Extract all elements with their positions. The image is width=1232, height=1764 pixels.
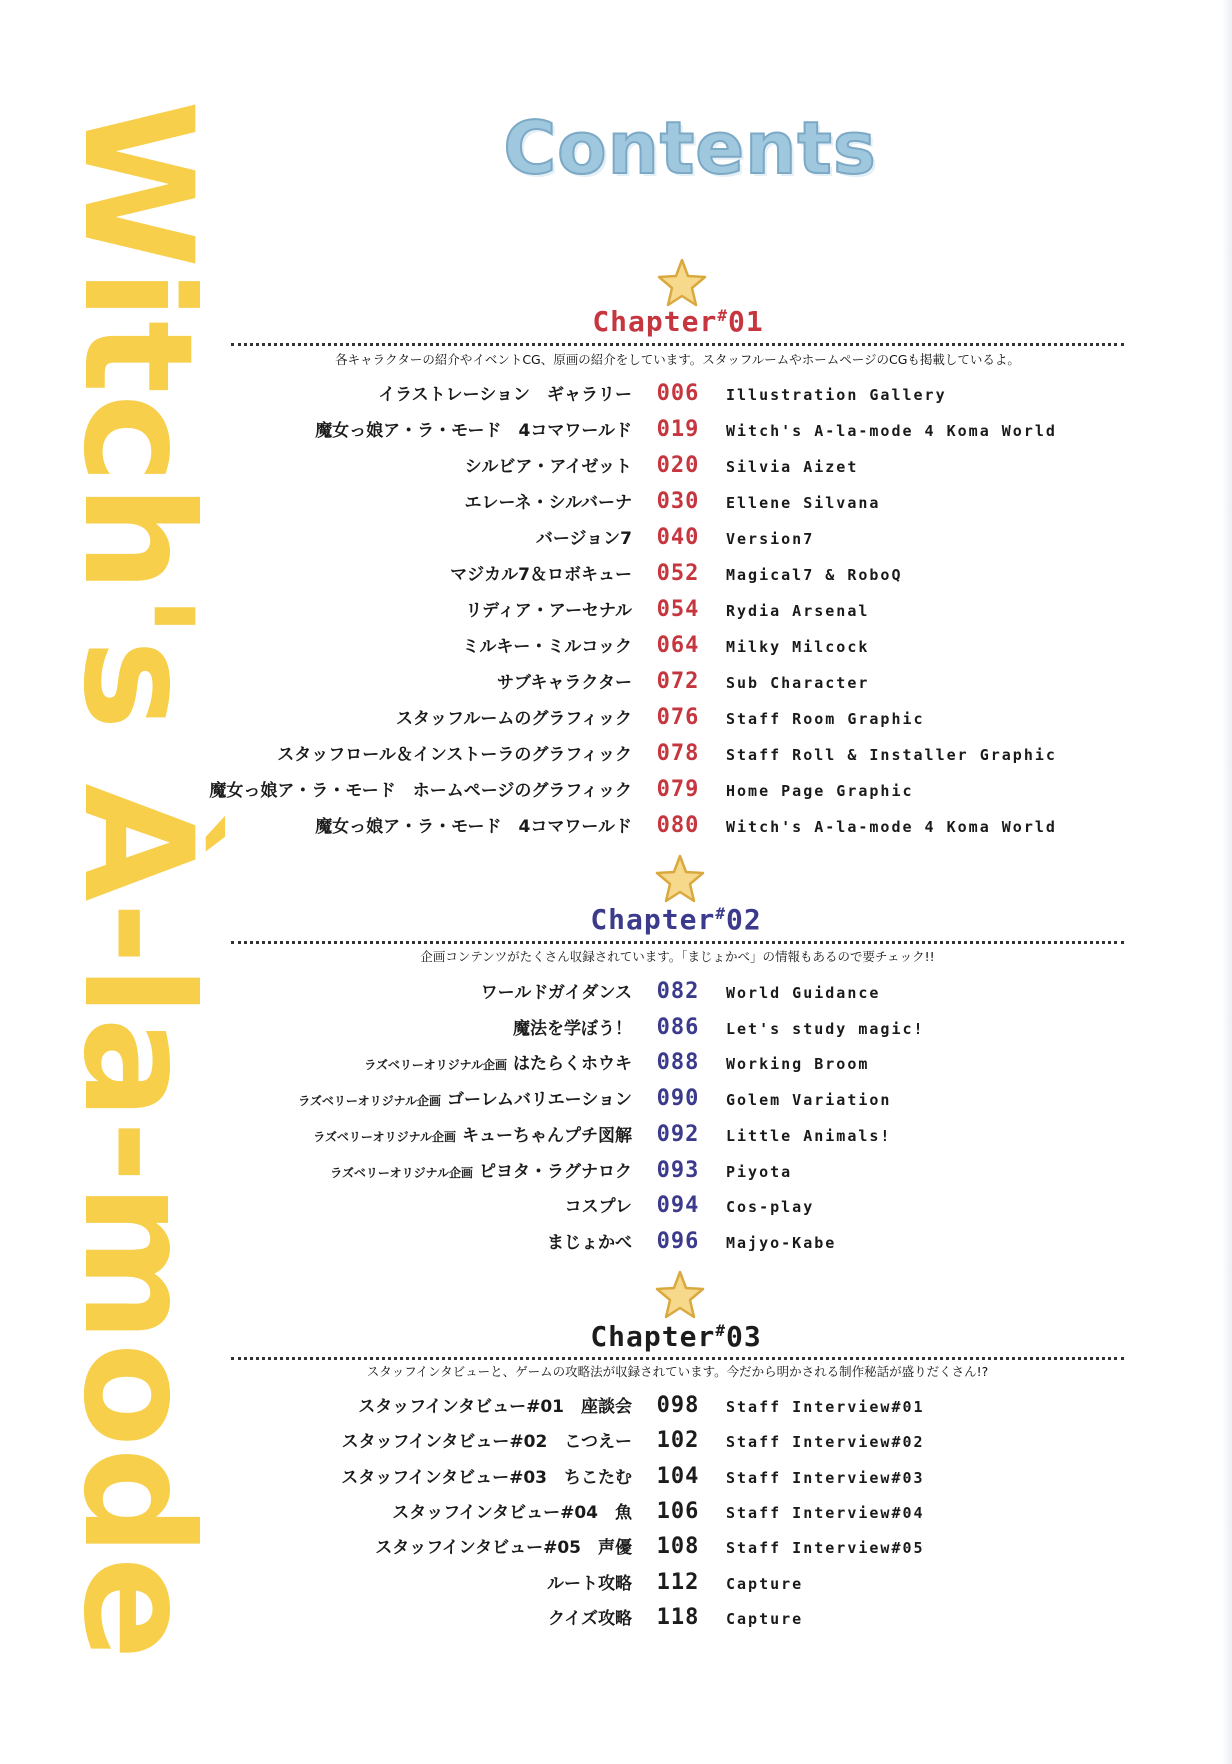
entry-title-en: Sub Character — [726, 674, 870, 692]
entry-title-en: Ellene Silvana — [726, 494, 881, 512]
entry-title-jp — [392, 1501, 632, 1525]
entry-title-en: Magical7 & RoboQ — [726, 566, 903, 584]
chapter-1-description: 各キャラクターの紹介やイベントCG、原画の紹介をしています。スタッフルームやホームページのCGも掲載しているよ。 — [335, 352, 1020, 367]
toc-entry — [0, 1193, 1232, 1223]
toc-entry — [0, 1464, 1232, 1494]
entry-title-en: World Guidance — [726, 984, 881, 1002]
entry-title-text: 魔女っ娘ア・ラ・モード 4コマワールド — [315, 421, 632, 441]
entry-title-jp — [565, 1195, 632, 1219]
page-number: 092 — [656, 1121, 700, 1147]
entry-title-en: Capture — [726, 1574, 804, 1593]
entry-title-jp — [497, 671, 632, 695]
toc-entry — [0, 489, 1232, 519]
entry-title-jp — [396, 707, 632, 731]
entry-title-text: スタッフインタビュー#01 座談会 — [358, 1397, 632, 1417]
toc-entry — [0, 1015, 1232, 1045]
page-number: 093 — [656, 1157, 700, 1183]
toc-entry — [0, 417, 1232, 447]
chapter-2-description: 企画コンテンツがたくさん収録されています。「まじょかべ」の情報もあるので要チェック!! — [420, 949, 935, 964]
entry-title-text: 魔法を学ぼう！ — [513, 1018, 632, 1039]
entry-title-text: キューちゃんプチ図解 — [462, 1125, 632, 1146]
toc-entry — [0, 1393, 1232, 1423]
entry-title-text: シルビア・アイゼット — [464, 457, 632, 477]
page-number: 072 — [656, 669, 700, 694]
chapter-label: Chapter — [590, 903, 716, 936]
entry-title-jp — [465, 455, 632, 479]
entry-title-jp — [481, 981, 632, 1005]
entry-title-jp — [464, 491, 632, 515]
toc-entry — [0, 1570, 1232, 1600]
entry-title-jp — [315, 815, 632, 839]
entry-title-en: Witch's A-la-mode 4 Koma World — [726, 422, 1057, 440]
chapter-2-title — [526, 903, 826, 936]
page-number: 080 — [656, 813, 700, 838]
entry-title-en: Little Animals! — [726, 1126, 892, 1145]
chapter-label: Chapter — [592, 305, 718, 338]
toc-entry — [0, 525, 1232, 555]
star-icon — [655, 1270, 705, 1320]
page-number: 104 — [656, 1463, 700, 1489]
page-number: 019 — [656, 417, 700, 442]
entry-title-text: マジカル7＆ロボキュー — [450, 565, 632, 585]
entry-title-en: Silvia Aizet — [726, 458, 859, 476]
toc-entry — [0, 1050, 1232, 1080]
entry-title-jp — [364, 1052, 632, 1077]
toc-entry — [0, 1158, 1232, 1188]
chapter-1-title — [528, 305, 828, 338]
entry-title-jp — [547, 1231, 632, 1255]
entry-title-jp — [342, 1430, 632, 1454]
toc-entry — [0, 777, 1232, 807]
entry-title-en: Working Broom — [726, 1055, 870, 1074]
toc-entry — [0, 1428, 1232, 1458]
entry-title-jp — [315, 419, 632, 443]
toc-entry — [0, 1605, 1232, 1635]
page-number: 118 — [656, 1604, 700, 1630]
entry-title-en: Home Page Graphic — [726, 782, 914, 800]
entry-title-en: Staff Interview#04 — [726, 1503, 925, 1522]
entry-title-jp — [548, 1607, 632, 1631]
chapter-hash: # — [717, 306, 728, 325]
entry-title-text: スタッフインタビュー#05 声優 — [375, 1538, 632, 1559]
page-number: 006 — [656, 381, 700, 406]
entry-title-text: クイズ攻略 — [548, 1608, 632, 1629]
entry-title-text: スタッフインタビュー#03 ちこたむ — [341, 1467, 632, 1488]
entry-title-jp — [536, 527, 632, 551]
divider — [231, 343, 1124, 346]
entry-title-jp — [462, 635, 632, 659]
page-number: 098 — [656, 1393, 700, 1418]
entry-prefix: ラズベリーオリジナル企画 — [330, 1165, 473, 1180]
toc-entry — [0, 381, 1232, 411]
entry-title-jp — [547, 1572, 632, 1596]
entry-title-en: Staff Room Graphic — [726, 710, 925, 728]
toc-entry — [0, 1534, 1232, 1564]
entry-title-jp — [465, 599, 632, 623]
page-number: 112 — [656, 1569, 700, 1595]
chapter-hash: # — [715, 1321, 726, 1340]
entry-title-jp — [513, 1017, 632, 1041]
entry-title-jp — [378, 383, 632, 407]
chapter-hash: # — [715, 904, 726, 923]
entry-title-en: Witch's A-la-mode 4 Koma World — [726, 818, 1057, 836]
toc-entry — [0, 705, 1232, 735]
toc-entry — [0, 1499, 1232, 1529]
entry-title-jp — [277, 743, 632, 767]
page-number: 030 — [656, 489, 700, 514]
entry-title-en: Capture — [726, 1609, 804, 1628]
entry-title-text: ルート攻略 — [547, 1573, 632, 1594]
page-number: 064 — [656, 633, 700, 658]
entry-title-jp — [358, 1395, 632, 1419]
entry-title-en: Milky Milcock — [726, 638, 870, 656]
entry-title-text: 魔女っ娘ア・ラ・モード 4コマワールド — [315, 817, 632, 837]
vertical-title-text: Witch's À-la-mode — [50, 100, 224, 1634]
entry-title-jp — [450, 563, 632, 587]
entry-title-text: ピヨタ・ラグナロク — [479, 1161, 632, 1182]
entry-title-text: イラストレーション ギャラリー — [378, 385, 632, 405]
entry-title-text: スタッフインタビュー#02 こつえー — [341, 1432, 632, 1453]
page-number: 020 — [656, 453, 700, 478]
entry-title-text: ミルキー・ミルコック — [462, 637, 632, 657]
page-title: Contents — [503, 106, 877, 190]
entry-title-text: スタッフロール＆インストーラのグラフィック — [277, 745, 632, 765]
entry-title-text: エレーネ・シルバーナ — [464, 493, 632, 513]
entry-title-en: Piyota — [726, 1162, 793, 1181]
page-number: 086 — [656, 1014, 700, 1040]
entry-prefix: ラズベリーオリジナル企画 — [313, 1129, 456, 1144]
star-icon — [655, 854, 705, 904]
entry-title-en: Golem Variation — [726, 1091, 892, 1110]
toc-entry — [0, 979, 1232, 1009]
entry-prefix: ラズベリーオリジナル企画 — [298, 1094, 442, 1109]
chapter-number: 02 — [725, 903, 762, 936]
entry-title-en: Majyo-Kabe — [726, 1233, 837, 1252]
toc-entry — [0, 1122, 1232, 1152]
toc-entry — [0, 741, 1232, 771]
entry-title-jp — [341, 1466, 632, 1490]
divider — [231, 1357, 1124, 1360]
entry-title-text: まじょかべ — [547, 1232, 632, 1253]
page-number: 102 — [656, 1428, 700, 1454]
page-number: 052 — [656, 561, 700, 586]
entry-title-en: Cos-play — [726, 1198, 815, 1217]
entry-title-en: Staff Roll & Installer Graphic — [726, 746, 1057, 764]
entry-title-jp — [298, 1088, 632, 1113]
page-number: 082 — [656, 979, 700, 1004]
toc-entry — [0, 813, 1232, 843]
entry-title-text: はたらくホウキ — [513, 1054, 632, 1075]
entry-title-text: スタッフルームのグラフィック — [396, 709, 632, 729]
entry-title-jp — [330, 1160, 632, 1185]
chapter-3-description: スタッフインタビューと、ゲームの攻略法が収録されています。今だから明かされる制作秘話が盛りだくさん!? — [366, 1364, 989, 1379]
divider — [231, 941, 1124, 944]
entry-title-en: Let's study magic! — [726, 1019, 925, 1038]
toc-entry — [0, 669, 1232, 699]
entry-title-jp — [313, 1124, 632, 1149]
star-icon — [657, 258, 707, 308]
entry-title-text: ゴーレムバリエーション — [447, 1090, 632, 1111]
entry-title-text: スタッフインタビュー#04 魚 — [392, 1502, 632, 1523]
entry-title-text: リディア・アーセナル — [465, 601, 632, 621]
entry-title-en: Version7 — [726, 530, 815, 548]
toc-entry — [0, 1086, 1232, 1116]
page-number: 096 — [656, 1228, 700, 1254]
toc-entry — [0, 1229, 1232, 1259]
toc-entry — [0, 633, 1232, 663]
page-number: 106 — [656, 1498, 700, 1524]
entry-title-text: コスプレ — [564, 1197, 632, 1218]
entry-title-en: Staff Interview#03 — [726, 1468, 925, 1487]
entry-title-text: 魔女っ娘ア・ラ・モード ホームページのグラフィック — [209, 781, 632, 801]
chapter-number: 03 — [725, 1320, 762, 1353]
chapter-number: 01 — [727, 305, 764, 338]
page-number: 079 — [656, 777, 700, 802]
entry-title-jp — [209, 779, 632, 803]
entry-title-en: Rydia Arsenal — [726, 602, 870, 620]
entry-title-text: ワールドガイダンス — [480, 983, 632, 1003]
entry-title-en: Staff Interview#01 — [726, 1398, 925, 1416]
chapter-label: Chapter — [590, 1320, 716, 1353]
toc-entry — [0, 597, 1232, 627]
page-number: 094 — [656, 1193, 700, 1219]
entry-title-en: Staff Interview#05 — [726, 1539, 925, 1558]
page-number: 040 — [656, 525, 700, 550]
toc-entry — [0, 561, 1232, 591]
entry-title-text: サブキャラクター — [497, 673, 632, 693]
page-number: 090 — [656, 1086, 700, 1112]
entry-title-text: バージョン7 — [535, 529, 632, 549]
entry-prefix: ラズベリーオリジナル企画 — [364, 1058, 507, 1073]
entry-title-jp — [375, 1536, 632, 1560]
entry-title-en: Illustration Gallery — [726, 386, 947, 404]
chapter-3-title — [526, 1320, 826, 1353]
entry-title-en: Staff Interview#02 — [726, 1433, 925, 1452]
page-number: 076 — [656, 705, 700, 730]
page-number: 108 — [656, 1534, 700, 1560]
page-number: 054 — [656, 597, 700, 622]
page-number: 078 — [656, 741, 700, 766]
page-number: 088 — [656, 1050, 700, 1076]
toc-entry — [0, 453, 1232, 483]
